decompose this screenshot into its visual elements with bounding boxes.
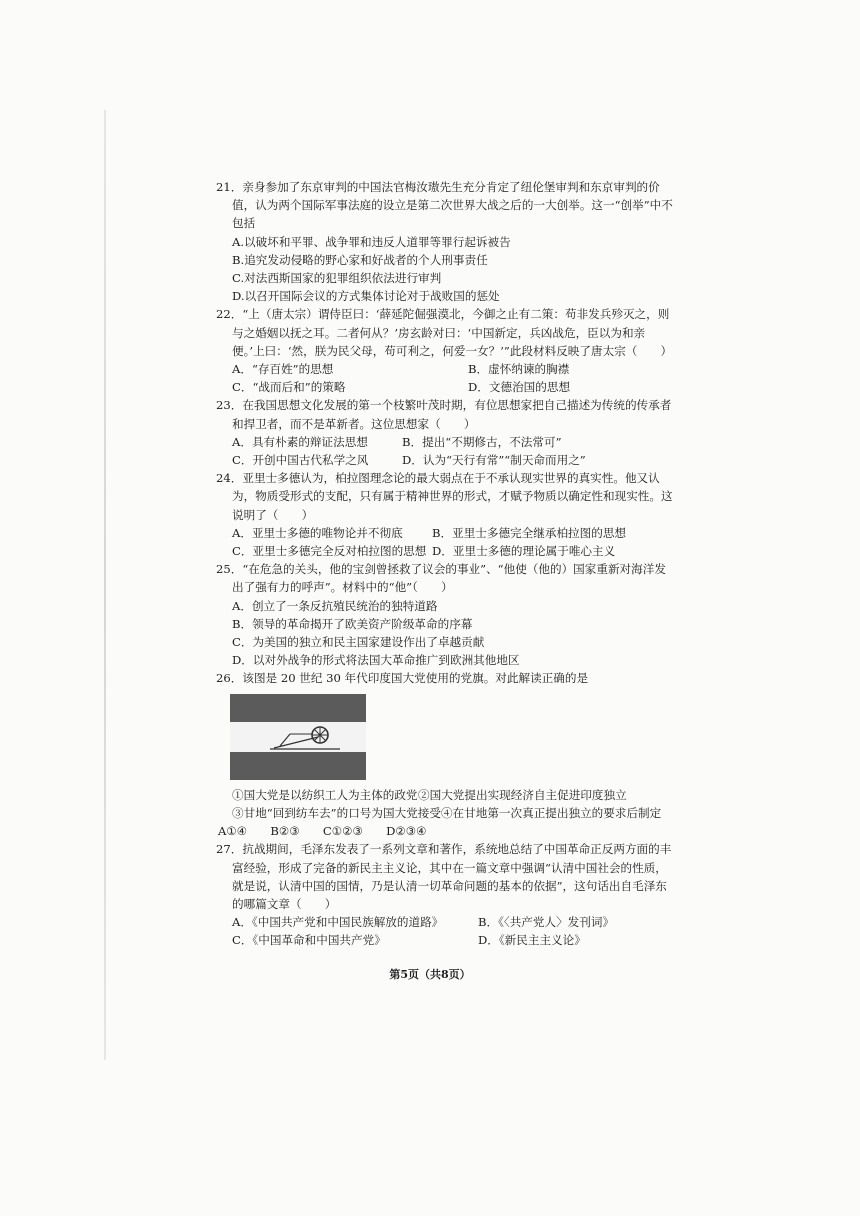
option-a: A．创立了一条反抗殖民统治的独特道路: [232, 598, 438, 613]
question-stem: 22．“上（唐太宗）谓侍臣曰：‘薛延陀倔强漠北，今御之止有二策：苟非发兵殄灭之，则与之婚姻以抚之耳。二者何从？’房玄龄对曰：‘中国新定，兵凶战危，臣以为和亲便。’上曰：‘然，朕为民父母，苟可利之，何爱一女？’”此段材料反映了唐太宗（ ）: [216, 307, 673, 358]
question-stem: 24．亚里士多德认为，柏拉图理念论的最大弱点在于不承认现实世界的真实性。他又认为，物质受形式的支配，只有属于精神世界的形式，才赋予物质以确定性和现实性。这说明了（ ）: [216, 471, 673, 522]
option-a: A．《中国共产党和中国民族解放的道路》: [232, 915, 444, 930]
page-footer: 第5页（共8页）: [389, 968, 471, 981]
question-26: [216, 669, 676, 840]
flag-bottom-band: [230, 752, 366, 780]
option-b: B．虚怀纳谏的胸襟: [468, 362, 570, 377]
question-21: [216, 178, 676, 305]
flag-middle-band: [230, 722, 366, 752]
question-25: [216, 560, 676, 669]
question-stem: 26．该图是 20 世纪 30 年代印度国大党使用的党旗。对此解读正确的是: [216, 671, 589, 686]
question-27: [216, 840, 676, 949]
statement-row: [216, 786, 676, 804]
question-stem: 23．在我国思想文化发展的第一个枝繁叶茂时期，有位思想家把自己描述为传统的传承者和捍卫者，而不是革新者。这位思想家（ ）: [216, 398, 672, 431]
option-d: D．以对外战争的形式将法国大革命推广到欧洲其他地区: [232, 653, 520, 668]
statement-2: ②国大党提出实现经济自主促进印度独立: [418, 787, 627, 802]
option-b: B．《〈共产党人〉发刊词》: [478, 915, 615, 930]
option-row: [216, 433, 676, 451]
question-stem: 21．亲身参加了东京审判的中国法官梅汝璈先生充分肯定了纽伦堡审判和东京审判的价值，认为两个国际军事法庭的设立是第二次世界大战之后的一大创举。这一“创举”中不包括: [216, 180, 673, 231]
exam-page: [216, 178, 676, 950]
party-flag-image: [230, 694, 366, 780]
option-b: B．领导的革命揭开了欧美资产阶级革命的序幕: [232, 616, 473, 631]
option-b: B.追究发动侵略的野心家和好战者的个人刑事责任: [232, 252, 488, 267]
option-row: [216, 451, 676, 469]
option-c: C．《中国革命和中国共产党》: [232, 933, 386, 948]
question-22: [216, 305, 676, 396]
option-a: A．具有朴素的辩证法思想: [232, 434, 368, 449]
option-row: [216, 913, 676, 931]
option-c: C．亚里士多德完全反对柏拉图的思想: [232, 544, 427, 559]
answer-options: A①④ B②③ C①②③ D②③④: [218, 824, 427, 839]
question-24: [216, 469, 676, 560]
option-row: [216, 931, 676, 949]
option-c: C.对法西斯国家的犯罪组织依法进行审判: [232, 271, 442, 286]
option-a: A．“存百姓”的思想: [232, 362, 334, 377]
option-d: D．认为“天行有常”“制天命而用之”: [402, 453, 586, 468]
statement-3-4: ③甘地“回到纺车去”的口号为国大党接受④在甘地第一次真正提出独立的要求后制定: [232, 805, 662, 820]
option-d: D.以召开国际会议的方式集体讨论对于战败国的惩处: [232, 289, 500, 304]
question-stem: 27．抗战期间，毛泽东发表了一系列文章和著作，系统地总结了中国革命正反两方面的丰富经验，形成了完备的新民主主义论，其中在一篇文章中强调“认清中国社会的性质，就是说，认清中国的国情，乃是认清一切革命问题的基本的依据”，这句话出自毛泽东的哪篇文章（ ）: [216, 842, 672, 911]
statement-1: ①国大党是以纺织工人为主体的政党: [232, 787, 418, 802]
option-row: [216, 524, 676, 542]
option-row: [216, 378, 676, 396]
option-d: D．亚里士多德的理论属于唯心主义: [432, 544, 616, 559]
question-stem: 25．“在危急的关头，他的宝剑曾拯救了议会的事业”、“他使（他的）国家重新对海洋发出了强有力的呼声”。材料中的“他”（ ）: [216, 562, 666, 595]
option-a: A．亚里士多德的唯物论并不彻底: [232, 525, 403, 540]
option-c: C．“战而后和”的策略: [232, 380, 346, 395]
option-c: C．为美国的独立和民主国家建设作出了卓越贡献: [232, 635, 485, 650]
flag-top-band: [230, 694, 366, 722]
question-23: [216, 396, 676, 469]
option-row: [216, 360, 676, 378]
option-d: D．文德治国的思想: [468, 380, 571, 395]
option-c: C．开创中国古代私学之风: [232, 453, 369, 468]
option-d: D．《新民主主义论》: [478, 933, 586, 948]
option-b: B．亚里士多德完全继承柏拉图的思想: [432, 525, 627, 540]
scan-fold-line: [104, 110, 106, 1060]
option-a: A.以破坏和平罪、战争罪和违反人道罪等罪行起诉被告: [232, 234, 511, 249]
option-b: B．提出“不期修古，不法常可”: [402, 434, 562, 449]
spinning-wheel-icon: [230, 722, 366, 752]
option-row: [216, 542, 676, 560]
